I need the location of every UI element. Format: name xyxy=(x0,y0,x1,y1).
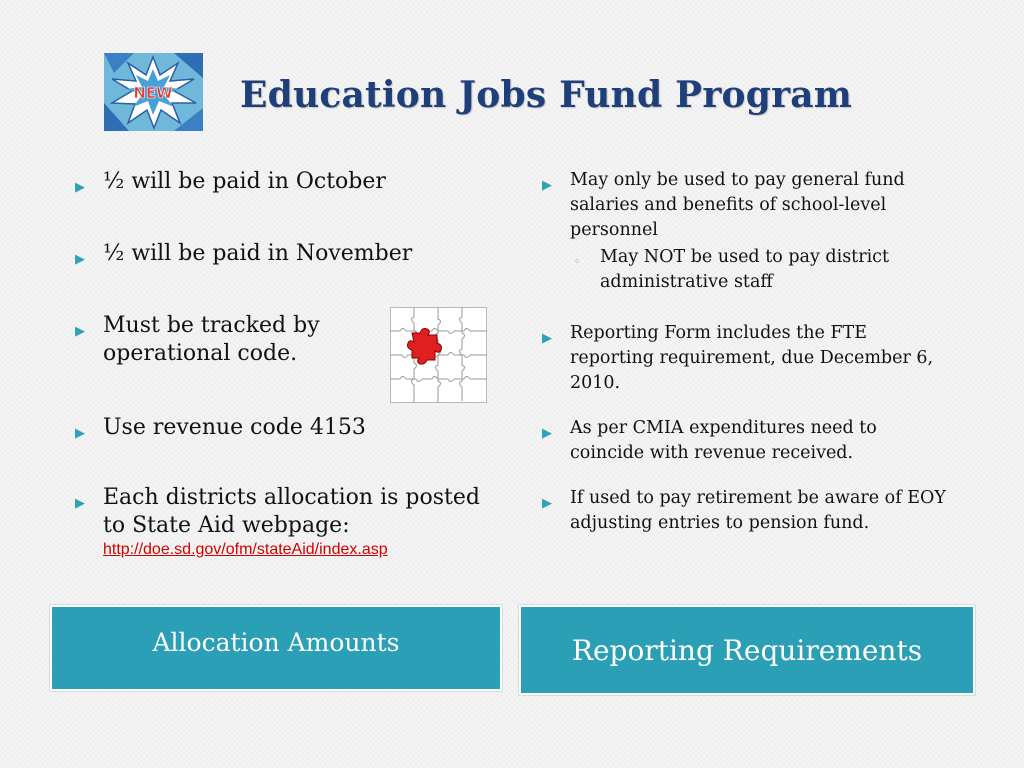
bullet-text: ½ will be paid in October xyxy=(103,169,386,194)
arrow-bullet-icon: ▶ xyxy=(75,180,85,195)
puzzle-image xyxy=(390,307,487,403)
reporting-requirements-panel xyxy=(519,605,975,695)
badge-text: NEW xyxy=(133,84,173,102)
list-item xyxy=(75,312,373,368)
bullet-text: ½ will be paid in November xyxy=(103,241,413,266)
list-item xyxy=(542,416,950,466)
bullet-text: May only be used to pay general fund salaries and benefits of school-level personnel xyxy=(570,170,905,240)
list-item xyxy=(75,168,495,196)
ring-bullet-icon: ◦ xyxy=(574,255,581,268)
list-item xyxy=(75,414,495,442)
bullet-text: Use revenue code 4153 xyxy=(103,415,366,440)
panel-label: Reporting Requirements xyxy=(571,633,923,667)
arrow-bullet-icon: ▶ xyxy=(542,178,552,193)
list-item xyxy=(542,168,950,295)
panel-label: Allocation Amounts xyxy=(152,627,400,657)
arrow-bullet-icon: ▶ xyxy=(542,331,552,346)
bullet-text: Each districts allocation is posted to State Aid webpage: xyxy=(103,485,480,538)
list-item xyxy=(75,484,493,560)
arrow-bullet-icon: ▶ xyxy=(542,496,552,511)
new-badge-image xyxy=(104,53,203,131)
arrow-bullet-icon: ▶ xyxy=(75,252,85,267)
arrow-bullet-icon: ▶ xyxy=(542,426,552,441)
arrow-bullet-icon: ▶ xyxy=(75,426,85,441)
arrow-bullet-icon: ▶ xyxy=(75,324,85,339)
reporting-bullets xyxy=(542,168,972,556)
list-item xyxy=(75,240,495,268)
sub-list-item xyxy=(570,245,950,295)
page-title: Education Jobs Fund Program xyxy=(240,74,853,116)
arrow-bullet-icon: ▶ xyxy=(75,496,85,511)
list-item xyxy=(542,486,970,536)
bullet-text: If used to pay retirement be aware of EOY adjusting entries to pension fund. xyxy=(570,488,946,533)
bullet-text: Must be tracked by operational code. xyxy=(103,313,320,366)
state-aid-link[interactable]: http://doe.sd.gov/ofm/stateAid/index.asp xyxy=(103,541,388,558)
sub-bullet-text: May NOT be used to pay district administrative staff xyxy=(600,247,890,292)
bullet-text: Reporting Form includes the FTE reporting requirement, due December 6, 2010. xyxy=(570,323,934,393)
bullet-text: As per CMIA expenditures need to coincide with revenue received. xyxy=(570,418,877,463)
allocation-amounts-panel xyxy=(50,605,502,691)
list-item xyxy=(542,321,950,396)
